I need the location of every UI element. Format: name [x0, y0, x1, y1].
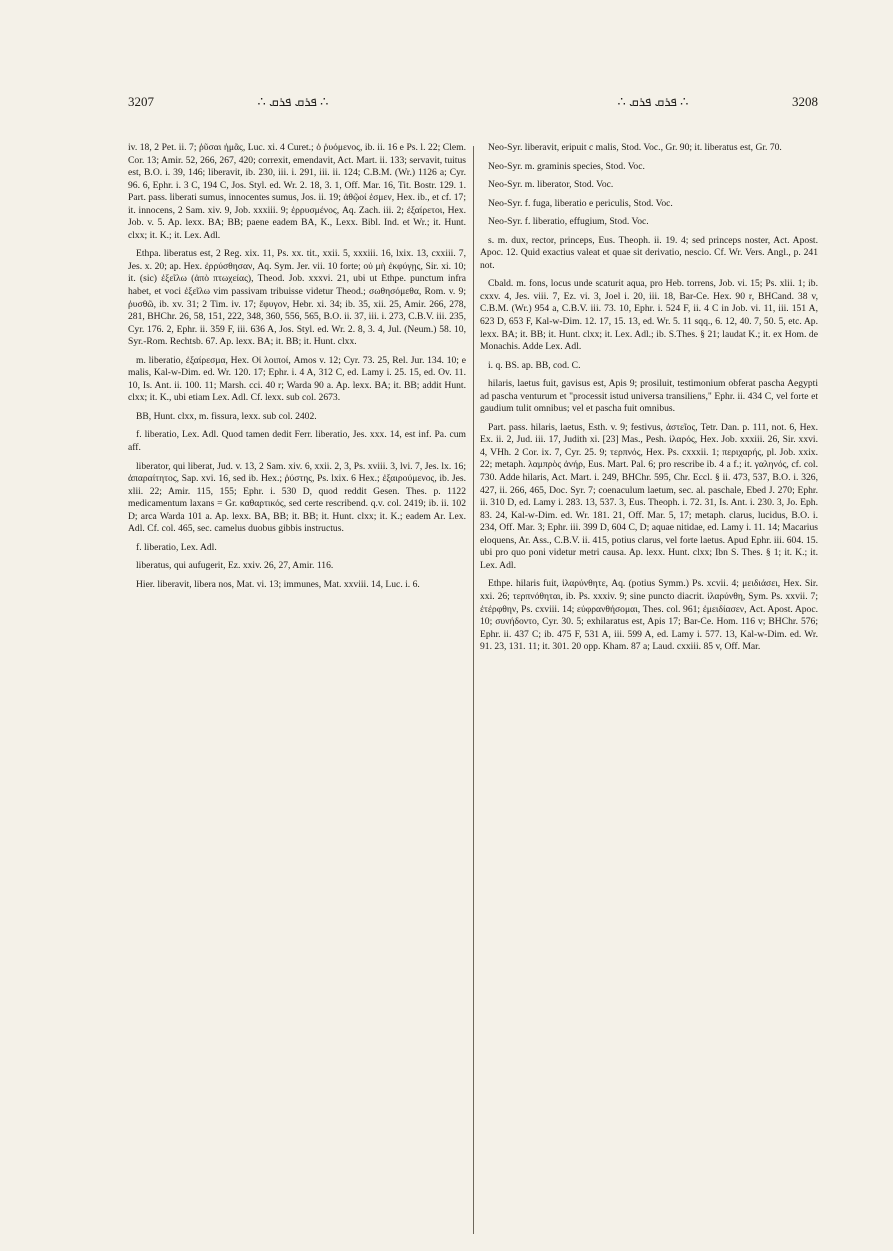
entry-paragraph: iv. 18, 2 Pet. ii. 7; ῥῦσαι ἡμᾶς, Luc. xi. 4 Curet.; ὁ ῥυόμενος, ib. ii. 16 e Ps. l. 22; Clem. Cor. 13; Amir. 52, 266, 267, 420; correxit, emendavit, Act. Mart. ii. 133; servavit, tuitus est, B.O. i. 39, 146; liberavit, ib. 230, iii. i. 291, iii. ii. 124; C.B.M. (Wr.) 1126 a; Cyr. 96. 6, Ephr. i. 3 C, 194 C, Jos. Styl. ed. Wr. 2. 18, 3. 1, Off. Mar. 16, Tit. Bostr. 129. 1. Part. pass. liberati sumus, innocentes sumus, Jos. ii. 19; ἀθῷοί ἐσμεν, Hex. ib., et cf. 17; it. innocens, 2 Sam. xiv. 9, Job. xxxiii. 9; ἐρρυσμένος, Aq. Zach. iii. 2; ἐξαίρετοι, Hex. Job. v. 5. Ap. lexx. BA; BB; paene eadem BA, K., Lexx. Bibl. Ind. et Wr.; it. Hunt. clxx; it. K.; it. Lex. Adl. — [128, 142, 466, 241]
entry-paragraph: Ethpa. liberatus est, 2 Reg. xix. 11, Ps. xx. tit., xxii. 5, xxxiii. 16, lxix. 13, cxxiii. 7, Jes. x. 20; ap. Hex. ἐρρύσθησαν, Aq. Sym. Jer. vii. 10 forte; οὐ μὴ ἐκφύγῃς, Sir. xi. 10; it. (sic) ἐξεῖλω (ἀπὸ πτωχείας), Theod. Job. xxxvi. 21, ubi ut Ethpe. punctum infra habet, et voci ἐξεῖλω vim passivam tribuisse videtur Theod.; σωθησόμεθα, Rom. v. 9; ῥυσθῶ, ib. xv. 31; 2 Tim. iv. 17; ἔφυγον, Hebr. xi. 34; ib. 35, xii. 25, Amir. 266, 278, 281, BHChr. 26, 58, 151, 222, 348, 360, 556, 565, B.O. ii. 37, iii. i. 273, C.B.V. iii. 235, Cyr. 176. 2, Ephr. ii. 359 F, iii. 636 A, Jos. Styl. ed. Wr. 2. 8, 3. 4, Jul. (Neum.) 58. 10, Syr.-Rom. Rechtsb. 67. Ap. lexx. BA; it. BB; it. Hunt. clxx. — [128, 248, 466, 348]
entry-paragraph: m. liberatio, ἐξαίρεσμα, Hex. Οἱ λοιποί, Amos v. 12; Cyr. 73. 25, Rel. Jur. 134. 10; e malis, Kal-w-Dim. ed. Wr. 120. 17; Ephr. i. 4 A, 312 C, ed. Lamy i. 25. 15, ed. Ov. 11. 10, Is. Ant. ii. 100. 11; Marsh. cci. 40 r; Warda 90 a. Ap. lexx. BA; it. BB; addit Hunt. clxx; it. K., ubi etiam Lex. Adl. Cf. lexx. sub col. 2673. — [128, 354, 466, 404]
entry-paragraph: s. m. dux, rector, princeps, Eus. Theoph. ii. 19. 4; sed princeps noster, Act. Apost. Apoc. 12. Quid exactius valeat et quae sit derivatio, nescio. Cf. Wr. Vers. Angl., p. 241 not. — [480, 234, 818, 271]
entry-paragraph: Neo-Syr. liberavit, eripuit c malis, Stod. Voc., Gr. 90; it. liberatus est, Gr. 70. — [488, 142, 782, 153]
entry-paragraph: Hier. liberavit, libera nos, Mat. vi. 13; immunes, Mat. xxviii. 14, Luc. i. 6. — [136, 578, 420, 590]
entry-paragraph: Cbald. m. fons, locus unde scaturit aqua, pro Heb. torrens, Job. vi. 15; Ps. xlii. 1; ib. cxxv. 4, Jes. viii. 7, Ez. vi. 3, Joel i. 20, iii. 18, Bar-Ce. Hex. 90 r, BHCand. 38 v, C.B.M. (Wr.) 954 a, C.B.V. iii. 73. 10, Ephr. i. 524 F, ii. 4 C in Job. vi. 11, iii. 151 A, 623 D, 653 F, Kal-w-Dim. 12. 17, 15. 13, ed. Wr. 5. 11 sqq., 6. 12, 40. 7, 50. 5, etc. Ap. lexx. BA; it. BB; it. Hunt. clxx; it. Lex. Adl.; ib. S.Thes. § 21; laudat K.; it. ex Hom. de Monachis. Adde Lex. Adl. — [480, 278, 818, 353]
left-column — [128, 142, 466, 1234]
entry-paragraph: Neo-Syr. m. graminis species, Stod. Voc. — [488, 160, 645, 172]
entry-paragraph: i. q. BS. ap. BB, cod. C. — [488, 359, 581, 371]
entry-paragraph: Neo-Syr. f. fuga, liberatio e periculis, Stod. Voc. — [488, 197, 673, 209]
entry-paragraph: hilaris, laetus fuit, gavisus est, Apis 9; prosiluit, testimonium obferat pascha Aegypti ad pascha venturum et "processit istud universa transiliens," Ephr. ii. 434 C, vel forte et gaudium tulit omnibus; vel et pascha fuit omnibus. — [480, 378, 818, 415]
entry-paragraph: f. liberatio, Lex. Adl. Quod tamen dedit Ferr. liberatio, Jes. xxx. 14, est inf. Pa. cum aff. — [128, 429, 466, 454]
page-number-right: 3208 — [792, 94, 818, 109]
text-columns — [128, 142, 818, 1234]
entry-paragraph: Neo-Syr. m. liberator, Stod. Voc. — [488, 179, 614, 191]
column-divider — [473, 146, 474, 1234]
entry-paragraph: Ethpe. hilaris fuit, ἱλαρύνθητε, Aq. (potius Symm.) Ps. xcvii. 4; μειδιάσει, Hex. Sir. xxi. 26; τερπνόθηται, ib. Ps. xxxiv. 9; sine puncto diacrit. ἱλαρύνθη, Sym. Ps. xxvii. 7; ἐτέρφθην, Ps. cxviii. 14; εὐφρανθήσομαι, Thes. col. 961; ἐμειδίασεν, Act. Apost. Apoc. 10; συνήδοντο, Cyr. 30. 5; exhilaratus est, Apis 17; Bar-Ce. Hom. 116 v; BHChr. 576; Ephr. ii. 437 C; ib. 475 F, 531 A, iii. 599 A, ed. Lamy i. 577. 13, Kal-w-Dim. ed. Wr. 91. 23, 131. 11; it. 301. 20 opp. Kham. 87 a; Laud. cxxiii. 85 v, Off. Mar. — [480, 578, 818, 653]
right-column — [480, 142, 818, 1234]
running-head-left: ∴ ܦܪܩ ܦܪܩ ∴ — [257, 94, 329, 109]
page-header — [128, 94, 818, 118]
running-head-right: ∴ ܦܪܩ ܦܪܩ ∴ — [617, 94, 689, 109]
entry-paragraph: Part. pass. hilaris, laetus, Esth. v. 9; festivus, ἀστεῖος, Tetr. Dan. p. 111, not. 6, Hex. Ex. ii. 2, Jud. iii. 17, Judith xi. [23] Mas., Pesh. ἱλαρός, Hex. Job. xxxiii. 26, Sir. xxvi. 4, VHh. 2 Cor. ix. 7, Cyr. 25. 9; τερπνός, Hex. Ps. cxxxii. 1; περιχαρής, pl. Job. xxix. 22; metaph. λαμπρὸς ἀνήρ, Eus. Mart. Pal. 6; pro rescribe ib. 4 a f.; it. γαληνός, cf. col. 730. Adde hilaris, Act. Mart. i. 249, BHChr. 595, Chr. Eccl. § ii. 473, 537, B.O. i. 326, 427, ii. 266, 465, Doc. Syr. 7; coenaculum laetum, sec. al. paschale, Ebed J. 270; Ephr. ii. 310 D, ed. Lamy i. 283. 13, 537. 3, Eus. Theoph. i. 72. 31, Is. Ant. i. 230. 3, Jo. Eph. 83. 24, Kal-w-Dim. ed. Wr. 181. 21, Off. Mar. 5, 17; metaph. clarus, lucidus, B.O. i. 234, Off. Mar. 3; Ephr. iii. 399 D, 604 C, D; aquae nitidae, ed. Lamy i. 11. 14; Macarius eloquens, Ar. Ass., C.B.V. ii. 415, potius clarus, vel forte laetus. Apud Ephr. iii. 604. 15. ubi pro quo poni videtur metri causa. Ap. lexx. Hunt. clxx; Ibn S. Thes. § 1; it. K.; it. Lex. Adl. — [480, 421, 818, 571]
page-number-left: 3207 — [128, 94, 154, 109]
entry-paragraph: liberatus, qui aufugerit, Ez. xxiv. 26, 27, Amir. 116. — [136, 560, 334, 572]
entry-paragraph: BB, Hunt. clxx, m. fissura, lexx. sub col. 2402. — [136, 410, 317, 422]
entry-paragraph: f. liberatio, Lex. Adl. — [136, 541, 217, 553]
entry-paragraph: liberator, qui liberat, Jud. v. 13, 2 Sam. xiv. 6, xxii. 2, 3, Ps. xviii. 3, lvi. 7, Jes. lx. 16; ἀπαραίτητος, Sap. xvi. 16, sed ib. Hex.; ῥύστης, Ps. lxix. 6 Hex.; ἐξαιρούμενος, ib. Jes. xlii. 22; Amir. 115, 155; Ephr. i. 530 D, quod reddit Gesen. Thes. p. 1122 medicamentum laxans = Gr. καθαρτικός, sed certe rescribend. q.v. col. 2419; ib. ii. 102 D; arca Warda 101 a. Ap. lexx. BA, BB; it. BB; it. Hunt. clxx; it. K.; eadem Ar. Lex. Adl. Cf. col. 465, sec. camelus duobus gibbis instructus. — [128, 460, 466, 535]
entry-paragraph: Neo-Syr. f. liberatio, effugium, Stod. Voc. — [488, 216, 649, 228]
